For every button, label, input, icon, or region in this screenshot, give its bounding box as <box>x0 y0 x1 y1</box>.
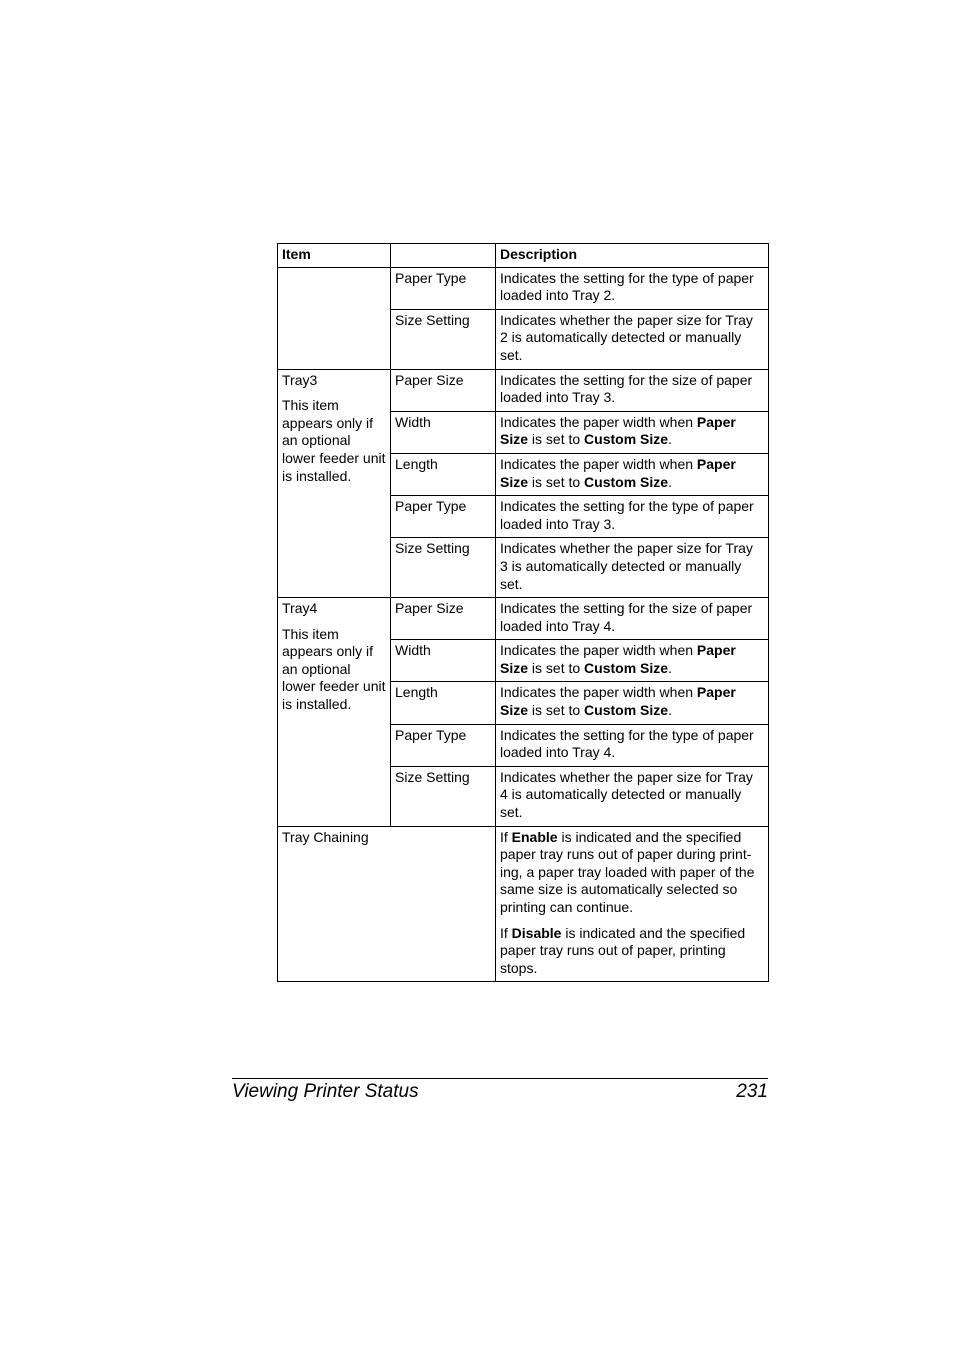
header-item: Item <box>278 244 391 268</box>
desc-bold: Custom Size <box>584 702 669 719</box>
desc-text: is set to <box>528 431 585 448</box>
tray4-item-cell <box>278 598 391 827</box>
desc-bold: Disable <box>511 924 562 941</box>
item-name: Tray3 <box>282 371 318 388</box>
header-setting <box>391 244 496 268</box>
setting-cell: Length <box>391 682 496 724</box>
desc-bold: Custom Size <box>584 659 669 676</box>
description-cell <box>496 453 769 495</box>
desc-text: . <box>668 473 672 490</box>
footer-divider <box>232 1078 768 1079</box>
desc-bold: Paper Size <box>500 413 736 448</box>
desc-bold: Custom Size <box>584 473 669 490</box>
table-row <box>278 598 769 640</box>
setting-cell: Paper Type <box>391 496 496 538</box>
setting-cell: Width <box>391 640 496 682</box>
description-paragraph <box>500 925 764 978</box>
tray2-item-cell <box>278 267 391 369</box>
page-number: 231 <box>736 1081 768 1102</box>
setting-cell: Paper Type <box>391 267 496 309</box>
description-cell: Indicates whether the paper size for Tray 4 is automatically detected or manually set. <box>496 766 769 826</box>
desc-text: is set to <box>528 473 585 490</box>
description-cell: Indicates the setting for the type of paper loaded into Tray 3. <box>496 496 769 538</box>
setting-cell: Size Setting <box>391 309 496 369</box>
item-note: This item appears only if an optional lower feeder unit is installed. <box>282 625 386 713</box>
tray-chaining-item-cell: Tray Chaining <box>278 826 496 982</box>
item-note: This item appears only if an optional lower feeder unit is installed. <box>282 397 386 484</box>
table-row <box>278 826 769 982</box>
footer-title: Viewing Printer Status <box>232 1081 419 1102</box>
desc-text: . <box>668 659 672 676</box>
table-row <box>278 369 769 411</box>
setting-cell: Size Setting <box>391 538 496 598</box>
setting-cell: Width <box>391 411 496 453</box>
desc-bold: Paper Size <box>500 455 736 490</box>
description-cell <box>496 411 769 453</box>
setting-cell: Paper Size <box>391 369 496 411</box>
desc-text: is set to <box>528 659 585 676</box>
setting-cell: Length <box>391 453 496 495</box>
description-cell: Indicates the setting for the type of paper loaded into Tray 2. <box>496 267 769 309</box>
description-cell: Indicates whether the paper size for Tray 2 is automatically detected or manually set. <box>496 309 769 369</box>
settings-table <box>277 243 769 982</box>
desc-text: Indicates the paper width when <box>500 455 697 472</box>
item-name: Tray4 <box>282 600 318 617</box>
setting-cell: Size Setting <box>391 766 496 826</box>
description-cell: Indicates the setting for the size of paper loaded into Tray 4. <box>496 598 769 640</box>
description-cell: Indicates the setting for the size of paper loaded into Tray 3. <box>496 369 769 411</box>
desc-bold: Paper Size <box>500 642 736 676</box>
desc-text: is indicated and the specified paper tray runs out of paper during print-ing, a paper tray loaded with paper of the same size is automatically selected so printing can continue. <box>500 828 755 915</box>
desc-text: Indicates the paper width when <box>500 642 697 659</box>
table-header-row <box>278 244 769 268</box>
description-cell <box>496 640 769 682</box>
tray3-item-cell <box>278 369 391 598</box>
desc-text: . <box>668 702 672 719</box>
desc-bold: Paper Size <box>500 684 736 719</box>
desc-text: is set to <box>528 702 585 719</box>
header-description: Description <box>496 244 769 268</box>
desc-bold: Custom Size <box>584 431 669 448</box>
desc-text: Indicates the paper width when <box>500 684 697 701</box>
description-cell <box>496 826 769 982</box>
description-paragraph <box>500 829 764 917</box>
description-cell: Indicates whether the paper size for Tray 3 is automatically detected or manually set. <box>496 538 769 598</box>
desc-text: is indicated and the specified paper tray runs out of paper, printing stops. <box>500 924 746 976</box>
desc-text: If <box>500 828 512 845</box>
desc-text: Indicates the paper width when <box>500 413 697 430</box>
description-cell <box>496 682 769 724</box>
table-row <box>278 267 769 309</box>
setting-cell: Paper Size <box>391 598 496 640</box>
desc-text: . <box>668 431 672 448</box>
desc-bold: Enable <box>511 828 558 845</box>
description-cell: Indicates the setting for the type of paper loaded into Tray 4. <box>496 724 769 766</box>
desc-text: If <box>500 924 512 941</box>
setting-cell: Paper Type <box>391 724 496 766</box>
